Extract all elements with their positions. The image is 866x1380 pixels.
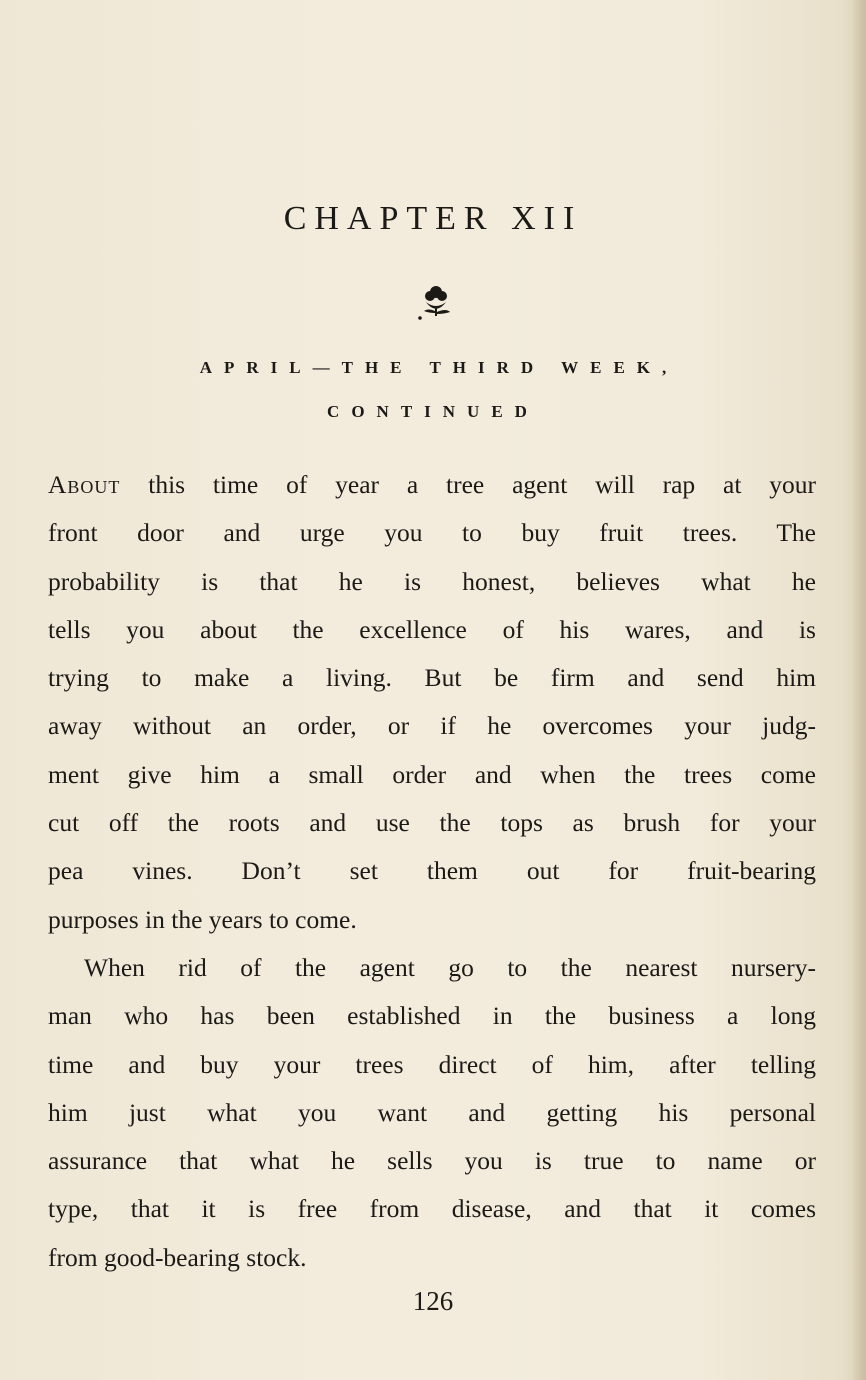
text-line: ment give him a small order and when the trees come bbox=[48, 759, 816, 789]
page-number: 126 bbox=[412, 1286, 454, 1316]
text-line: pea vines. Don’t set them out for fruit-bearing bbox=[48, 856, 816, 886]
floral-ornament-icon bbox=[416, 280, 456, 320]
text-line: assurance that what he sells you is true to name or bbox=[48, 1146, 816, 1176]
text-line: from good-bearing stock. bbox=[48, 1242, 307, 1272]
text-line: When rid of the agent go to the nearest nursery- bbox=[84, 952, 816, 982]
text-line: probability is that he is honest, believes what he bbox=[48, 566, 816, 596]
text-line: time and buy your trees direct of him, after telling bbox=[48, 1049, 816, 1079]
text-line: man who has been established in the business a long bbox=[48, 1001, 816, 1031]
text-line: type, that it is free from disease, and that it comes bbox=[48, 1194, 816, 1224]
text-line: cut off the roots and use the tops as brush for your bbox=[48, 808, 816, 838]
text-line: tells you about the excellence of his wares, and is bbox=[48, 614, 816, 644]
text-line: trying to make a living. But be firm and send him bbox=[48, 663, 816, 693]
text-line: front door and urge you to buy fruit trees. The bbox=[48, 518, 816, 548]
text-line: him just what you want and getting his personal bbox=[48, 1097, 816, 1127]
chapter-title: CHAPTER XII bbox=[283, 200, 583, 237]
body-text bbox=[48, 461, 816, 1282]
chapter-subtitle: APRIL—THE THIRD WEEK, bbox=[199, 358, 679, 377]
drop-word: About bbox=[48, 470, 121, 499]
text-line: purposes in the years to come. bbox=[48, 904, 357, 934]
text-line: away without an order, or if he overcomes your judg- bbox=[48, 711, 816, 741]
chapter-subtitle-continued: CONTINUED bbox=[327, 402, 539, 421]
text-line: About this time of year a tree agent will rap at your bbox=[48, 470, 816, 499]
